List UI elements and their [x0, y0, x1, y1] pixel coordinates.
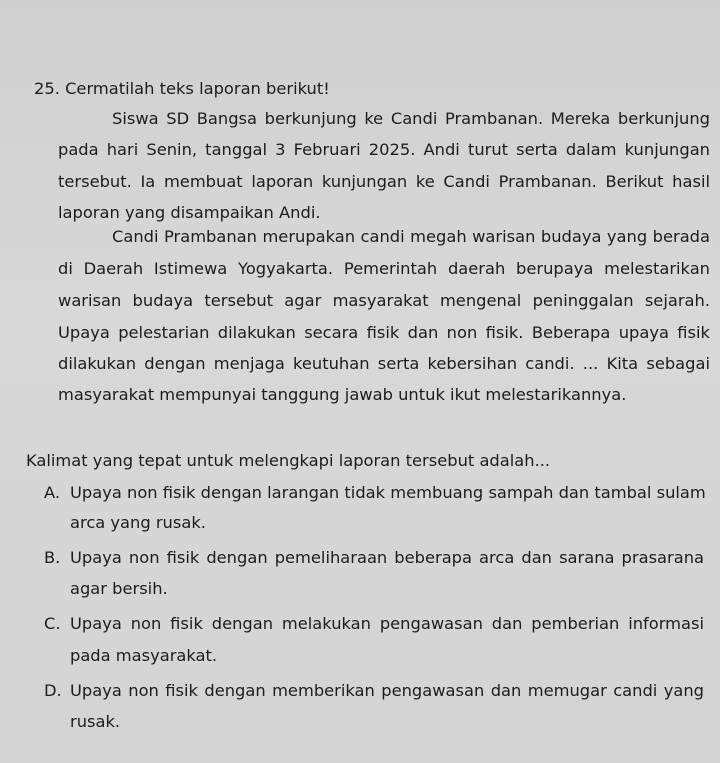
report-paragraph1-line1: Siswa SD Bangsa berkunjung ke Candi Prambanan. Mereka berkunjung	[112, 109, 710, 128]
option-d-text-line1[interactable]: Upaya non fisik dengan memberikan pengawasan dan memugar candi yang	[70, 681, 704, 700]
option-c-text-line1[interactable]: Upaya non fisik dengan melakukan pengawasan dan pemberian informasi	[70, 614, 704, 633]
report-paragraph1-line3: tersebut. Ia membuat laporan kunjungan ke Candi Prambanan. Berikut hasil	[58, 172, 710, 191]
report-paragraph2-line1: Candi Prambanan merupakan candi megah warisan budaya yang berada	[112, 227, 710, 246]
option-c-letter[interactable]: C.	[44, 614, 61, 633]
report-paragraph1-line4: laporan yang disampaikan Andi.	[58, 203, 321, 222]
option-b-text-line1[interactable]: Upaya non fisik dengan pemeliharaan beberapa arca dan sarana prasarana	[70, 548, 704, 567]
option-a-text-line1[interactable]: Upaya non fisik dengan larangan tidak membuang sampah dan tambal sulam	[70, 483, 706, 502]
report-paragraph2-line2: di Daerah Istimewa Yogyakarta. Pemerintah daerah berupaya melestarikan	[58, 259, 710, 278]
option-a-text-line2[interactable]: arca yang rusak.	[70, 513, 206, 532]
option-b-text-line2[interactable]: agar bersih.	[70, 579, 168, 598]
report-paragraph2-line3: warisan budaya tersebut agar masyarakat mengenal peninggalan sejarah.	[58, 291, 710, 310]
option-b-letter[interactable]: B.	[44, 548, 61, 567]
question-heading: 25. Cermatilah teks laporan berikut!	[34, 79, 330, 98]
report-paragraph2-line4: Upaya pelestarian dilakukan secara fisik dan non fisik. Beberapa upaya fisik	[58, 323, 710, 342]
report-paragraph2-line6: masyarakat mempunyai tanggung jawab untuk ikut melestarikannya.	[58, 385, 627, 404]
option-d-letter[interactable]: D.	[44, 681, 62, 700]
option-c-text-line2[interactable]: pada masyarakat.	[70, 646, 218, 665]
option-a-letter[interactable]: A.	[44, 483, 61, 502]
report-paragraph2-line5: dilakukan dengan menjaga keutuhan serta kebersihan candi. ... Kita sebagai	[58, 354, 710, 373]
report-paragraph1-line2: pada hari Senin, tanggal 3 Februari 2025. Andi turut serta dalam kunjungan	[58, 140, 710, 159]
question-prompt: Kalimat yang tepat untuk melengkapi laporan tersebut adalah...	[26, 451, 551, 470]
option-d-text-line2[interactable]: rusak.	[70, 712, 121, 731]
